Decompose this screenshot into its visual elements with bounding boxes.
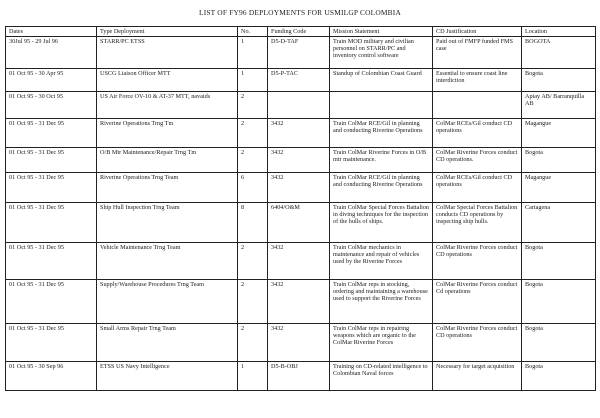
cell-cd-justification: Necessary for target acquisition [433, 362, 522, 391]
column-header-funding-code: Funding Code [268, 27, 330, 37]
cell-cd-justification: Essential to ensure coast line interdiction [433, 69, 522, 92]
cell-dates: 01 Oct 95 - 30 Oct 95 [6, 92, 97, 119]
cell-location: Magangue [522, 119, 596, 148]
cell-type-deployment: O/B Mtr Maintenance/Repair Trng Tm [97, 148, 238, 173]
cell-cd-justification [433, 92, 522, 119]
table-row [6, 148, 596, 173]
cell-number: 1 [238, 362, 268, 391]
cell-number: 2 [238, 243, 268, 280]
cell-type-deployment: Riverine Operations Trng Tm [97, 119, 238, 148]
cell-number: 2 [238, 148, 268, 173]
cell-number: 2 [238, 92, 268, 119]
column-header-mission-statement: Mission Statement [330, 27, 433, 37]
cell-location: Bogota [522, 69, 596, 92]
header-row [6, 27, 596, 37]
cell-location: Bogota [522, 324, 596, 362]
column-header-cd-justification: CD Justification [433, 27, 522, 37]
cell-mission-statement [330, 92, 433, 119]
table-row [6, 324, 596, 362]
cell-cd-justification: Paid out of FMFP funded FMS case [433, 37, 522, 69]
cell-number: 1 [238, 37, 268, 69]
cell-number: 2 [238, 119, 268, 148]
cell-location: BOGOTA [522, 37, 596, 69]
table-row [6, 37, 596, 69]
cell-type-deployment: US Air Force OV-10 & AT-37 MTT, navaids [97, 92, 238, 119]
cell-location: Magangue [522, 173, 596, 203]
cell-location: Bogota [522, 148, 596, 173]
table-row [6, 69, 596, 92]
cell-dates: 01 Oct 95 - 30 Apr 95 [6, 69, 97, 92]
cell-funding-code: 3432 [268, 173, 330, 203]
cell-mission-statement: Train ColMar Special Forces Battalion in diving techniques for the inspection of the hulls of ships. [330, 203, 433, 243]
cell-funding-code: 3432 [268, 243, 330, 280]
cell-funding-code [268, 92, 330, 119]
cell-mission-statement: Train ColMar mechanics in maintenance and repair of vehicles used by the Riverine Forces [330, 243, 433, 280]
cell-number: 6 [238, 173, 268, 203]
column-header-type-deployment: Type Deployment [97, 27, 238, 37]
cell-cd-justification: ColMar RCEs/Gil conduct CD operations [433, 119, 522, 148]
cell-cd-justification: ColMar Special Forces Battalion conducts CD operations by inspecting ship hulls. [433, 203, 522, 243]
cell-dates: 01 Oct 95 - 31 Dec 95 [6, 148, 97, 173]
cell-number: 2 [238, 324, 268, 362]
table-row [6, 173, 596, 203]
table-row [6, 362, 596, 391]
cell-location: Apiay AB/ Barranquilla AB [522, 92, 596, 119]
cell-cd-justification: ColMar Riverine Forces conduct CD operations [433, 324, 522, 362]
cell-funding-code: 3432 [268, 324, 330, 362]
table-row [6, 243, 596, 280]
table-row [6, 280, 596, 324]
cell-dates: 01 Oct 95 - 30 Sep 96 [6, 362, 97, 391]
deployments-table [5, 26, 596, 391]
table-row [6, 92, 596, 119]
cell-funding-code: D5-D-TAF [268, 37, 330, 69]
cell-cd-justification: ColMar RCEs/Gil conduct CD operations [433, 173, 522, 203]
cell-number: 8 [238, 203, 268, 243]
cell-dates: 01 Oct 95 - 31 Dec 95 [6, 119, 97, 148]
column-header-location: Location [522, 27, 596, 37]
cell-type-deployment: Supply/Warehouse Procedures Trng Team [97, 280, 238, 324]
cell-funding-code: D5-B-OBJ [268, 362, 330, 391]
cell-type-deployment: USCG Liaison Officer MTT [97, 69, 238, 92]
cell-funding-code: 6404/O&M [268, 203, 330, 243]
cell-mission-statement: Train MOD military and civilian personnel on STARR/PC and inventory control software [330, 37, 433, 69]
cell-location: Bogota [522, 362, 596, 391]
cell-cd-justification: ColMar Riverine Forces conduct Cd operations [433, 280, 522, 324]
cell-dates: 01 Oct 95 - 31 Dec 95 [6, 173, 97, 203]
cell-type-deployment: Ship Hull Inspection Trng Team [97, 203, 238, 243]
cell-location: Cartagena [522, 203, 596, 243]
cell-cd-justification: ColMar Riverine Forces conduct CD operations. [433, 148, 522, 173]
column-header-dates: Dates [6, 27, 97, 37]
cell-funding-code: 3432 [268, 119, 330, 148]
cell-type-deployment: Small Arms Repair Trng Team [97, 324, 238, 362]
cell-mission-statement: Train ColMar RCE/Gil in planning and conducting Riverine Operations [330, 119, 433, 148]
cell-mission-statement: Train ColMar reps in repairing weapons which are organic to the ColMar Riverine Forces [330, 324, 433, 362]
cell-dates: 01 Oct 95 - 31 Dec 95 [6, 324, 97, 362]
cell-funding-code: D5-P-TAC [268, 69, 330, 92]
column-header-number: No. [238, 27, 268, 37]
cell-type-deployment: Riverine Operations Trng Team [97, 173, 238, 203]
table-row [6, 119, 596, 148]
cell-mission-statement: Train ColMar reps in stocking, ordering and maintaining a warehouse used to support the Riverine Forces [330, 280, 433, 324]
cell-mission-statement: Training on CD-related intelligence to Colombian Naval forces [330, 362, 433, 391]
cell-cd-justification: ColMar Riverine Forces conduct CD operations [433, 243, 522, 280]
page-title: LIST OF FY96 DEPLOYMENTS FOR USMILGP COLOMBIA [198, 8, 401, 17]
cell-mission-statement: Train ColMar Riverine Forces in O/B mtr maintenance. [330, 148, 433, 173]
cell-type-deployment: ETSS US Navy Intelligence [97, 362, 238, 391]
cell-dates: 01 Oct 95 - 31 Dec 95 [6, 243, 97, 280]
cell-dates: 30Jul 95 - 29 Jul 96 [6, 37, 97, 69]
cell-funding-code: 3432 [268, 148, 330, 173]
cell-mission-statement: Train ColMar RCE/Gil in planning and conducting Riverine Operations [330, 173, 433, 203]
cell-type-deployment: Vehicle Maintenance Trng Team [97, 243, 238, 280]
cell-number: 1 [238, 69, 268, 92]
cell-type-deployment: STARR/PC ETSS [97, 37, 238, 69]
cell-dates: 01 Oct 95 - 31 Dec 95 [6, 203, 97, 243]
cell-number: 2 [238, 280, 268, 324]
cell-dates: 01 Oct 95 - 31 Dec 95 [6, 280, 97, 324]
cell-location: Bogota [522, 280, 596, 324]
cell-funding-code: 3432 [268, 280, 330, 324]
cell-mission-statement: Standup of Colombian Coast Guard [330, 69, 433, 92]
cell-location: Bogota [522, 243, 596, 280]
table-row [6, 203, 596, 243]
